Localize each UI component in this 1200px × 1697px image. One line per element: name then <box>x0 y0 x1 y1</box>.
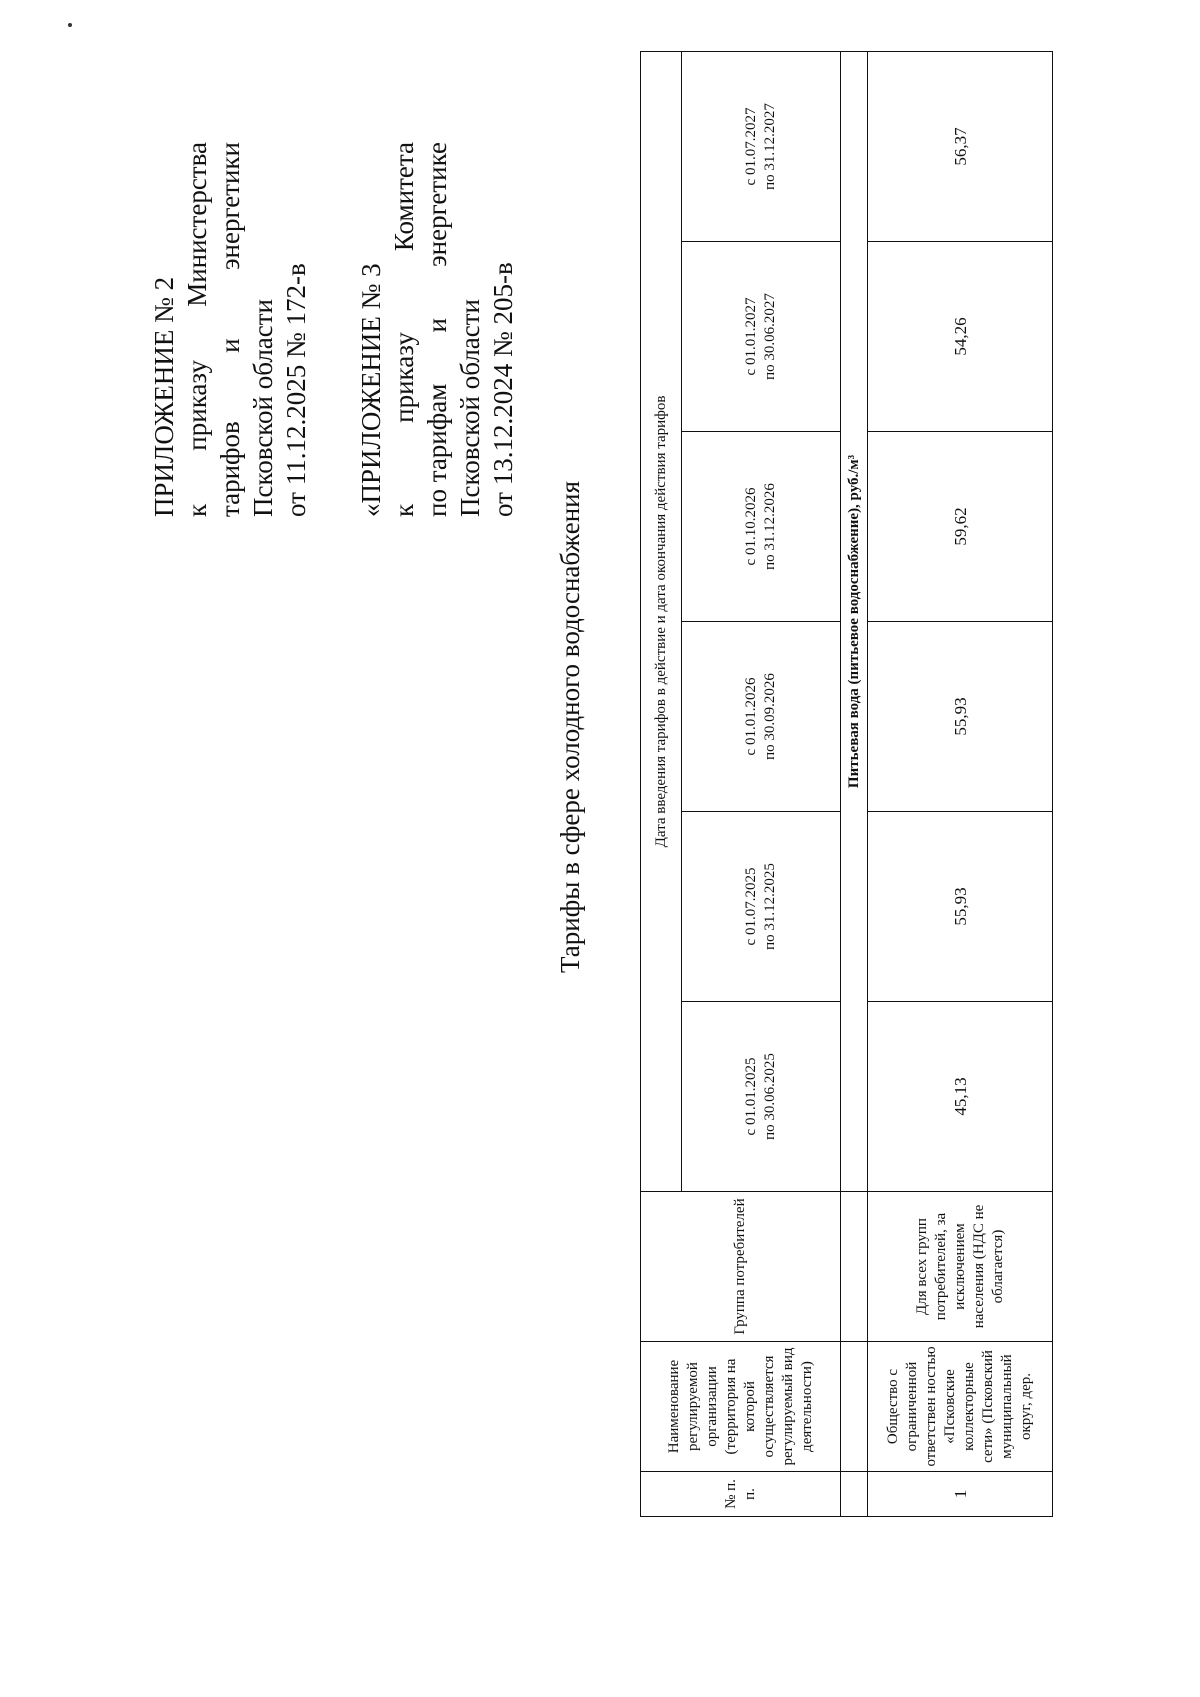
appendix-word: энергетике <box>422 142 452 267</box>
table-row <box>868 51 1053 1516</box>
period-to: по 30.06.2025 <box>762 1053 778 1140</box>
section-label: Питьевая вода (питьевое водоснабжение), руб./м³ <box>841 51 868 1191</box>
period-from: с 01.07.2027 <box>743 107 759 186</box>
appendix-word: приказу <box>182 359 212 451</box>
header-dates: Дата введения тарифов в действие и дата окончания действия тарифов <box>641 51 682 1191</box>
appendix-line <box>388 142 421 517</box>
header-period <box>682 242 841 432</box>
tariff-table <box>640 51 1053 1517</box>
appendix-line <box>181 142 214 517</box>
row-num: 1 <box>868 1472 1053 1517</box>
period-to: по 31.12.2027 <box>762 103 778 190</box>
period-from: с 01.10.2026 <box>743 487 759 566</box>
appendix-word: и <box>215 338 245 353</box>
appendix-word: к <box>389 503 419 517</box>
appendix-title: ПРИЛОЖЕНИЕ № 2 <box>149 276 179 517</box>
period-from: с 01.07.2025 <box>743 867 759 946</box>
tariff-value: 55,93 <box>868 622 1053 812</box>
appendix-line: Псковской области <box>248 298 278 517</box>
section-spacer <box>841 1342 868 1472</box>
appendix-line: Псковской области <box>455 298 485 517</box>
period-to: по 30.06.2027 <box>762 293 778 380</box>
tariff-value: 55,93 <box>868 812 1053 1002</box>
appendix-block <box>148 142 313 517</box>
header-period <box>682 1002 841 1192</box>
appendix-word: тарифов <box>215 421 245 517</box>
appendix-word: и <box>422 318 452 333</box>
header-num: № п. п. <box>641 1472 841 1517</box>
appendix-date: от 11.12.2025 № 172-в <box>281 263 311 517</box>
document-title: Тарифы в сфере холодного водоснабжения <box>555 480 585 974</box>
tariff-value: 45,13 <box>868 1002 1053 1192</box>
appendix-word: Комитета <box>389 142 419 252</box>
period-to: по 31.12.2025 <box>762 863 778 950</box>
appendix-word: Министерства <box>182 142 212 307</box>
tariff-value: 54,26 <box>868 242 1053 432</box>
section-spacer <box>841 1472 868 1517</box>
appendix-word: энергетики <box>215 142 245 271</box>
period-to: по 30.09.2026 <box>762 673 778 760</box>
appendix-line <box>214 142 247 517</box>
appendix-date: от 13.12.2024 № 205-в <box>488 262 518 517</box>
section-spacer <box>841 1192 868 1342</box>
previous-appendix-block <box>355 142 520 517</box>
appendix-word: по тарифам <box>422 383 452 517</box>
appendix-title: «ПРИЛОЖЕНИЕ № 3 <box>356 263 386 517</box>
scan-speck <box>68 23 72 27</box>
header-period <box>682 51 841 241</box>
appendix-line <box>421 142 454 517</box>
row-group: Для всех групп потребителей, за исключением населения (НДС не облагается) <box>868 1192 1053 1342</box>
header-period <box>682 622 841 812</box>
period-from: с 01.01.2027 <box>743 297 759 376</box>
row-org: Общество с ограниченной ответствен ностью «Псковские коллекторные сети» (Псковский муниципальный округ, дер. <box>868 1342 1053 1472</box>
tariff-value: 59,62 <box>868 432 1053 622</box>
appendix-word: к <box>182 503 212 517</box>
header-period <box>682 812 841 1002</box>
period-from: с 01.01.2026 <box>743 677 759 756</box>
period-from: с 01.01.2025 <box>743 1057 759 1136</box>
header-period <box>682 432 841 622</box>
header-org: Наименование регулируемой организации (территория на которой осуществляется регулируемый вид деятельности) <box>641 1342 841 1472</box>
appendix-word: приказу <box>389 332 419 423</box>
period-to: по 31.12.2026 <box>762 483 778 570</box>
tariff-value: 56,37 <box>868 51 1053 241</box>
header-group: Группа потребителей <box>641 1192 841 1342</box>
section-row <box>841 51 868 1516</box>
